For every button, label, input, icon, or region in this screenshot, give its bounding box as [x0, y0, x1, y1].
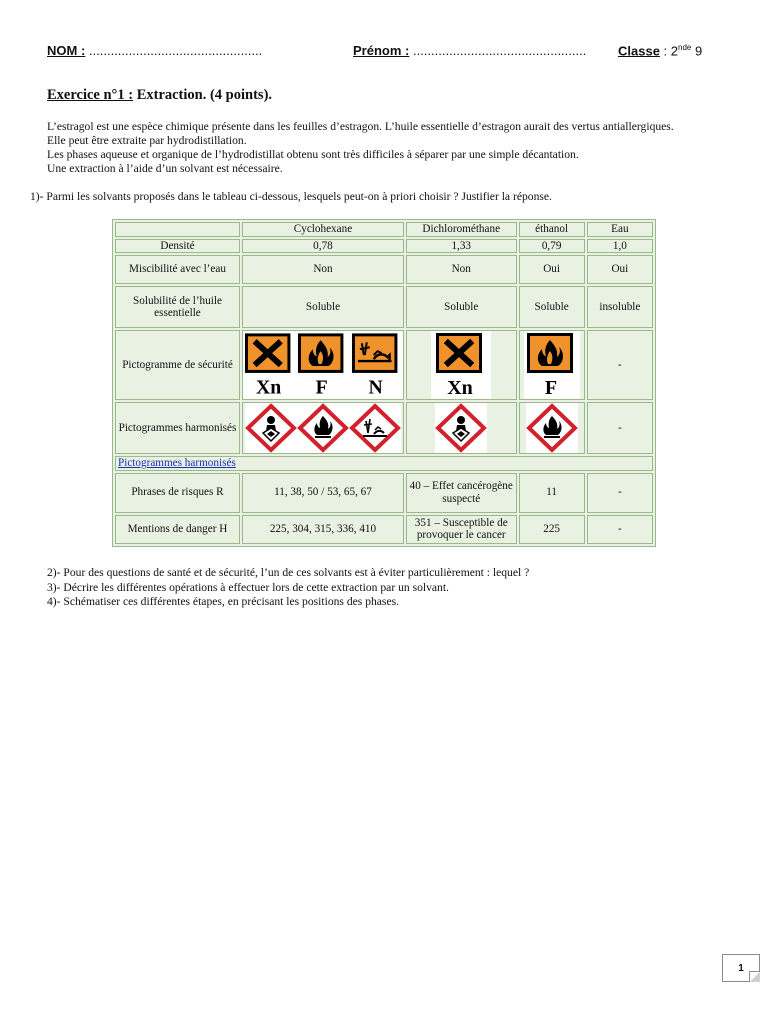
- environment-n-icon: [350, 331, 403, 399]
- page-number-value: 1: [738, 962, 744, 974]
- classe-sup: nde: [678, 43, 692, 52]
- nom-label: NOM :: [47, 43, 86, 58]
- row-label: Miscibilité avec l’eau: [115, 255, 240, 284]
- nom-blank: ................................................: [88, 43, 263, 58]
- pictogrammes-harmonises-link[interactable]: Pictogrammes harmonisés: [115, 456, 653, 471]
- ethanol-symbols: [519, 330, 585, 400]
- page-number: [722, 954, 760, 982]
- table-cell: 0,79: [519, 239, 585, 254]
- table-cell: 1,33: [406, 239, 517, 254]
- dichloromethane-symbols: [406, 330, 517, 400]
- exercise-title-text: Extraction. (4 points).: [133, 87, 273, 103]
- eau-ghs: -: [587, 402, 653, 454]
- table-cell: 40 – Effet cancérogène suspecté: [406, 473, 517, 513]
- classe-value-post: 9: [691, 43, 703, 59]
- question-3: 3)- Décrire les différentes opérations à effectuer lors de cette extraction par un solvant.: [47, 580, 449, 594]
- intro-line: Elle peut être extraite par hydrodistillation.: [47, 134, 247, 147]
- table-cell: insoluble: [587, 286, 653, 328]
- cyclohexane-symbols: [242, 330, 404, 400]
- page-fold-icon: [749, 971, 760, 982]
- table-cell: Non: [406, 255, 517, 284]
- exercise-title: [47, 87, 272, 104]
- table-cell: 225: [519, 515, 585, 544]
- symbol-letter-xn: Xn: [256, 376, 282, 399]
- harmful-xn-icon: [243, 331, 296, 399]
- row-label: Phrases de risques R: [115, 473, 240, 513]
- harmful-xn-icon: [434, 331, 488, 399]
- nom-field: [47, 43, 262, 58]
- table-header-row: [115, 222, 653, 237]
- table-row-mentions-h: [115, 515, 653, 544]
- eau-symbols: -: [587, 330, 653, 400]
- flammable-f-icon: [296, 331, 349, 399]
- table-cell: -: [587, 473, 653, 513]
- question-1: 1)- Parmi les solvants proposés dans le tableau ci-dessous, lesquels peut-on à priori choisir ? Justifier la réponse.: [30, 190, 552, 203]
- intro-text: [47, 120, 687, 176]
- intro-line: Les phases aqueuse et organique de l’hydrodistillat obtenu sont très difficiles à séparer par une simple décantation.: [47, 148, 579, 161]
- table-cell: Soluble: [242, 286, 404, 328]
- table-row-phrases-r: [115, 473, 653, 513]
- row-label: Pictogrammes harmonisés: [115, 402, 240, 454]
- table-cell: 1,0: [587, 239, 653, 254]
- solvents-table: [112, 219, 656, 547]
- classe-label: Classe: [618, 43, 660, 59]
- table-cell: Soluble: [406, 286, 517, 328]
- row-label: Solubilité de l’huile essentielle: [115, 286, 240, 328]
- health-hazard-icon: [245, 403, 297, 453]
- exercise-title-number: Exercice n°1 :: [47, 87, 134, 103]
- header-eau: Eau: [587, 222, 653, 237]
- table-row-solubilite: [115, 286, 653, 328]
- intro-line: Une extraction à l’aide d’un solvant est nécessaire.: [47, 162, 283, 175]
- row-label: Densité: [115, 239, 240, 254]
- environment-hazard-icon: [349, 403, 401, 453]
- table-cell: 0,78: [242, 239, 404, 254]
- symbol-letter-f: F: [544, 377, 557, 399]
- table-cell: Oui: [587, 255, 653, 284]
- table-row-pictogramme: [115, 330, 653, 400]
- table-cell: -: [587, 515, 653, 544]
- table-cell: Soluble: [519, 286, 585, 328]
- intro-line: L’estragol est une espèce chimique présente dans les feuilles d’estragon. L’huile essentielle d’estragon aurait des vertus antiallergiques.: [47, 120, 674, 133]
- symbol-letter-xn: Xn: [447, 377, 474, 399]
- table-cell: 351 – Susceptible de provoquer le cancer: [406, 515, 517, 544]
- table-cell: 11: [519, 473, 585, 513]
- table-corner-cell: [115, 222, 240, 237]
- prenom-label: Prénom :: [353, 43, 410, 58]
- dichloromethane-ghs: [406, 402, 517, 454]
- header-ethanol: éthanol: [519, 222, 585, 237]
- row-label: Pictogramme de sécurité: [115, 330, 240, 400]
- header-cyclohexane: Cyclohexane: [242, 222, 404, 237]
- table-cell: 225, 304, 315, 336, 410: [242, 515, 404, 544]
- table-cell: Non: [242, 255, 404, 284]
- student-header: [47, 43, 707, 61]
- symbol-letter-f: F: [315, 376, 329, 399]
- table-row-miscibilite: [115, 255, 653, 284]
- question-4: 4)- Schématiser ces différentes étapes, en précisant les positions des phases.: [47, 595, 399, 608]
- table-cell: 11, 38, 50 / 53, 65, 67: [242, 473, 404, 513]
- table-row-harmonises: [115, 402, 653, 454]
- prenom-blank: ................................................: [412, 43, 587, 58]
- table-row-link: [115, 456, 653, 471]
- questions-list: [47, 566, 529, 610]
- flammable-f-icon: [525, 331, 579, 399]
- health-hazard-icon: [435, 403, 487, 453]
- row-label: Mentions de danger H: [115, 515, 240, 544]
- symbol-letter-n: N: [368, 376, 383, 399]
- classe-value-pre: : 2: [659, 43, 678, 59]
- header-dichloromethane: Dichlorométhane: [406, 222, 517, 237]
- table-cell: Oui: [519, 255, 585, 284]
- ethanol-ghs: [519, 402, 585, 454]
- cyclohexane-ghs: [242, 402, 404, 454]
- question-2: 2)- Pour des questions de santé et de sécurité, l’un de ces solvants est à éviter particulièrement : lequel ?: [47, 566, 530, 579]
- flame-icon: [526, 403, 578, 453]
- table-row-densite: [115, 239, 653, 254]
- prenom-field: [353, 43, 586, 58]
- classe-field: [618, 43, 702, 58]
- flame-icon: [297, 403, 349, 453]
